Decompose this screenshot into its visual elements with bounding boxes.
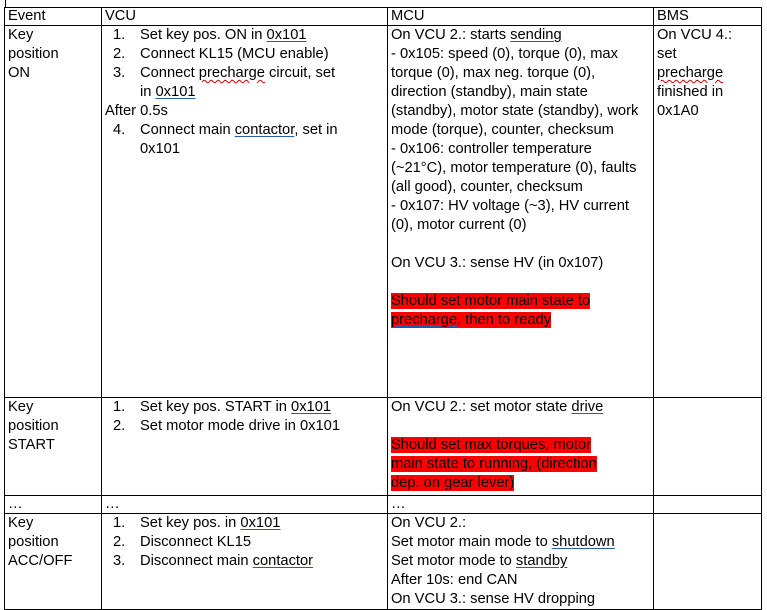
step-item [105, 398, 384, 417]
mcu-text: On VCU 3.: sense HV dropping [391, 591, 596, 607]
event-line: position [8, 46, 59, 62]
mcu-0x106: - 0x106: controller temperature (~21°C), motor temperature (0), faults (all good), counter, checksum [391, 141, 637, 195]
event-line: Key [8, 399, 34, 415]
step-item [105, 552, 384, 571]
header-vcu: VCU [102, 8, 388, 26]
header-mcu: MCU [388, 8, 654, 26]
mcu-cell [388, 398, 654, 496]
step-text: Set key pos. in [140, 515, 241, 531]
grammar-word: contactor [234, 122, 295, 138]
bms-text: set [657, 46, 677, 62]
event-line: START [8, 437, 55, 453]
step-item [105, 514, 384, 533]
grammar-word: drive [571, 399, 604, 415]
highlight-text: main state to running, (direction [391, 456, 597, 472]
bms-text: 0x1A0 [657, 103, 699, 119]
step-code: 0x101 [140, 141, 181, 157]
step-text: Set key pos. START in [140, 399, 292, 415]
event-line: Key [8, 515, 34, 531]
header-bms: BMS [654, 8, 762, 26]
event-line: ON [8, 65, 31, 81]
mcu-line [391, 533, 650, 552]
step-text: Set key pos. ON in [140, 27, 267, 43]
mcu-0x107: - 0x107: HV voltage (~3), HV current (0), motor current (0) [391, 198, 629, 233]
event-line: ACC/OFF [8, 553, 73, 569]
mcu-text: On VCU 2.: set motor state [391, 399, 572, 415]
step-code: 0x101 [155, 84, 196, 100]
mcu-intro [391, 26, 650, 45]
row-key-acc-off [5, 514, 762, 610]
row-key-on [5, 26, 762, 398]
grammar-word: standby [515, 553, 568, 569]
vcu-steps-continued [105, 121, 384, 159]
mcu-note-highlight [391, 292, 650, 330]
ellipsis-cell: … [5, 496, 102, 514]
step-number: 3. [113, 65, 126, 81]
bms-text: On VCU 4.: [657, 27, 733, 43]
step-item [105, 121, 384, 159]
step-number: 1. [113, 27, 126, 43]
step-number: 2. [113, 418, 126, 434]
grammar-word: contactor [252, 553, 314, 569]
vcu-cell [102, 514, 388, 610]
grammar-word: shutdown [551, 534, 615, 550]
bms-text: finished in [657, 84, 724, 100]
step-text: Disconnect KL15 [140, 534, 252, 550]
step-item [105, 26, 384, 45]
step-text: Connect KL15 (MCU enable) [140, 46, 329, 62]
vcu-after-delay: After 0.5s [105, 103, 168, 119]
ellipsis-cell [654, 496, 762, 514]
header-event: Event [5, 8, 102, 26]
step-text: Connect [140, 65, 199, 81]
event-line: Key [8, 27, 34, 43]
mcu-0x105: - 0x105: speed (0), torque (0), max torque (0), max neg. torque (0), direction (standby), main state (standby), motor state (standby), work mode (torque), counter, checksum [391, 46, 639, 138]
step-number: 3. [113, 553, 126, 569]
mcu-line [391, 552, 650, 571]
event-line: position [8, 534, 59, 550]
highlight-text: precharge [391, 312, 458, 328]
step-text: Connect main [140, 122, 235, 138]
step-code: 0x101 [266, 27, 307, 43]
spellcheck-word: precharge [198, 65, 265, 81]
bms-cell [654, 514, 762, 610]
step-number: 2. [113, 534, 126, 550]
step-number: 1. [113, 399, 126, 415]
step-number: 1. [113, 515, 126, 531]
step-code: 0x101 [240, 515, 281, 531]
event-cell [5, 26, 102, 398]
mcu-cell [388, 26, 654, 398]
ellipsis-cell: … [388, 496, 654, 514]
step-text: in [140, 84, 156, 100]
bms-cell [654, 398, 762, 496]
event-cell [5, 398, 102, 496]
highlight-text: dep. on gear lever) [391, 475, 515, 491]
mcu-text: Set motor main mode to [391, 534, 552, 550]
vcu-cell [102, 398, 388, 496]
spellcheck-word: precharge [657, 65, 724, 81]
highlight-text: , then to ready [457, 312, 552, 328]
step-text: Disconnect main [140, 553, 253, 569]
mcu-text: Set motor mode to [391, 553, 516, 569]
step-number: 2. [113, 46, 126, 62]
row-ellipsis [5, 496, 762, 514]
mcu-note-highlight [391, 436, 650, 493]
step-number: 4. [113, 122, 126, 138]
mcu-text: On VCU 2.: starts [391, 27, 511, 43]
mcu-cell [388, 514, 654, 610]
mcu-line [391, 398, 650, 417]
step-item [105, 45, 384, 64]
mcu-vcu3: On VCU 3.: sense HV (in 0x107) [391, 255, 604, 271]
event-line: position [8, 418, 59, 434]
ellipsis-cell: … [102, 496, 388, 514]
header-row [5, 8, 762, 26]
row-key-start [5, 398, 762, 496]
vcu-steps [105, 398, 384, 436]
step-text: Set motor mode drive in 0x101 [140, 418, 341, 434]
step-item [105, 533, 384, 552]
mcu-text: After 10s: end CAN [391, 572, 518, 588]
step-text: circuit, set [264, 65, 336, 81]
vcu-steps [105, 514, 384, 571]
highlight-text: Should set max torques, motor [391, 437, 592, 453]
bms-cell [654, 26, 762, 398]
event-table [4, 7, 762, 610]
vcu-steps [105, 26, 384, 102]
highlight-text: Should set motor main state to [391, 293, 591, 309]
step-item [105, 417, 384, 436]
step-code: 0x101 [291, 399, 332, 415]
event-cell [5, 514, 102, 610]
step-text: , set in [294, 122, 338, 138]
vcu-cell [102, 26, 388, 398]
step-item [105, 64, 384, 102]
mcu-text: On VCU 2.: [391, 515, 467, 531]
grammar-word: sending [510, 27, 562, 43]
